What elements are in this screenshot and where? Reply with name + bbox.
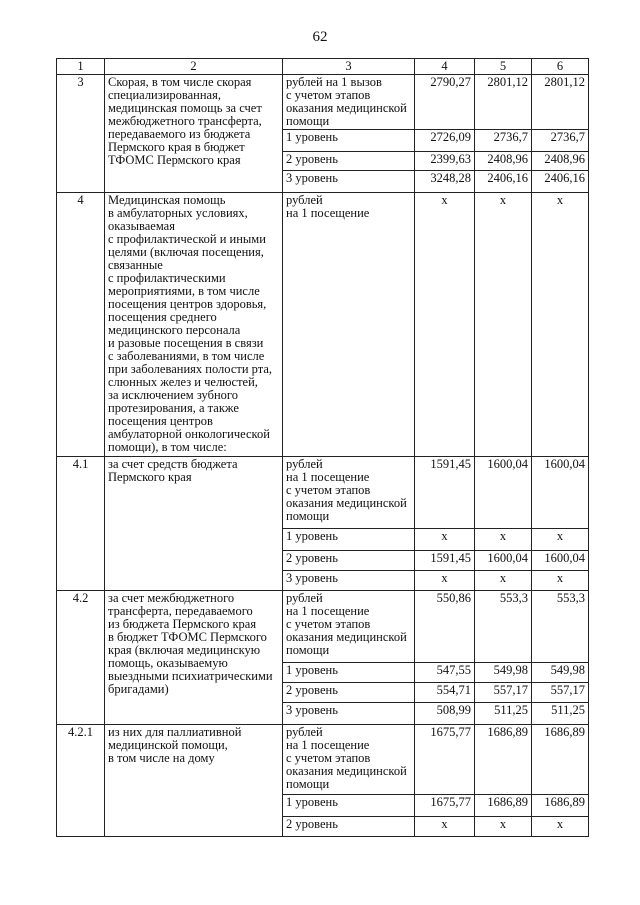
value-year-1: 550,86: [415, 591, 475, 663]
value-year-3: 557,17: [532, 683, 589, 703]
value-year-1: x: [415, 529, 475, 551]
row-unit: 1 уровень: [283, 663, 415, 683]
value-year-2: x: [475, 817, 532, 837]
row-unit: 3 уровень: [283, 703, 415, 725]
value-year-3: x: [532, 193, 589, 457]
row-number: 3: [57, 75, 105, 193]
value-year-1: 508,99: [415, 703, 475, 725]
value-year-2: x: [475, 571, 532, 591]
row-description: Скорая, в том числе скорая специализированная, медицинская помощь за счет межбюджетного трансферта, передаваемого из бюджета Пермского края в бюджет ТФОМС Пермского края: [105, 75, 283, 193]
row-unit: рублей на 1 посещение с учетом этапов оказания медицинской помощи: [283, 725, 415, 795]
value-year-2: 549,98: [475, 663, 532, 683]
value-year-2: x: [475, 193, 532, 457]
row-unit: рублей на 1 посещение: [283, 193, 415, 457]
row-description: за счет межбюджетного трансферта, передаваемого из бюджета Пермского края в бюджет ТФОМС Пермского края (включая медицинскую помощь, оказываемую выездными психиатрическими бригадами): [105, 591, 283, 725]
col-header: 1: [57, 59, 105, 75]
value-year-2: 2801,12: [475, 75, 532, 130]
column-number-row: [57, 59, 589, 75]
table-row: [57, 725, 589, 795]
row-number: 4: [57, 193, 105, 457]
value-year-3: 2408,96: [532, 152, 589, 171]
value-year-1: 3248,28: [415, 171, 475, 193]
value-year-1: 2726,09: [415, 130, 475, 152]
row-unit: 1 уровень: [283, 130, 415, 152]
page-number: 62: [312, 29, 328, 45]
value-year-1: 554,71: [415, 683, 475, 703]
value-year-2: 2736,7: [475, 130, 532, 152]
col-header: 6: [532, 59, 589, 75]
value-year-1: 2399,63: [415, 152, 475, 171]
value-year-2: 1600,04: [475, 457, 532, 529]
table-row: [57, 193, 589, 457]
value-year-1: x: [415, 571, 475, 591]
value-year-2: 2406,16: [475, 171, 532, 193]
value-year-3: 549,98: [532, 663, 589, 683]
row-number: 4.2.1: [57, 725, 105, 837]
row-unit: 2 уровень: [283, 551, 415, 571]
value-year-3: 1600,04: [532, 551, 589, 571]
value-year-3: 511,25: [532, 703, 589, 725]
value-year-2: 557,17: [475, 683, 532, 703]
row-unit: 1 уровень: [283, 529, 415, 551]
row-unit: рублей на 1 посещение с учетом этапов оказания медицинской помощи: [283, 457, 415, 529]
value-year-1: 1675,77: [415, 795, 475, 817]
value-year-3: x: [532, 817, 589, 837]
value-year-3: x: [532, 529, 589, 551]
value-year-3: 2736,7: [532, 130, 589, 152]
value-year-2: 1686,89: [475, 725, 532, 795]
col-header: 2: [105, 59, 283, 75]
value-year-3: 1686,89: [532, 725, 589, 795]
value-year-2: 1686,89: [475, 795, 532, 817]
row-description: из них для паллиативной медицинской помощи, в том числе на дому: [105, 725, 283, 837]
value-year-2: x: [475, 529, 532, 551]
value-year-1: 1591,45: [415, 457, 475, 529]
table-row: [57, 591, 589, 663]
row-unit: 3 уровень: [283, 571, 415, 591]
value-year-3: 2801,12: [532, 75, 589, 130]
value-year-1: 1675,77: [415, 725, 475, 795]
row-number: 4.2: [57, 591, 105, 725]
value-year-3: 1600,04: [532, 457, 589, 529]
row-unit: 2 уровень: [283, 152, 415, 171]
value-year-2: 553,3: [475, 591, 532, 663]
row-unit: 2 уровень: [283, 683, 415, 703]
value-year-2: 511,25: [475, 703, 532, 725]
value-year-3: x: [532, 571, 589, 591]
row-unit: рублей на 1 посещение с учетом этапов оказания медицинской помощи: [283, 591, 415, 663]
table-row: [57, 75, 589, 130]
value-year-1: 1591,45: [415, 551, 475, 571]
value-year-2: 1600,04: [475, 551, 532, 571]
value-year-3: 1686,89: [532, 795, 589, 817]
col-header: 5: [475, 59, 532, 75]
value-year-1: 547,55: [415, 663, 475, 683]
row-unit: рублей на 1 вызов с учетом этапов оказания медицинской помощи: [283, 75, 415, 130]
value-year-1: x: [415, 817, 475, 837]
tariff-table: [56, 58, 589, 837]
row-description: Медицинская помощь в амбулаторных условиях, оказываемая с профилактической и иными целями (включая посещения, связанные с профилактическими мероприятиями, в том числе посещения центров здоровья, посещения среднего медицинского персонала и разовые посещения в связи с заболеваниями, в том числе при заболеваниях полости рта, слюнных желез и челюстей, за исключением зубного протезирования, а также посещения центров амбулаторной онкологической помощи), в том числе:: [105, 193, 283, 457]
row-unit: 2 уровень: [283, 817, 415, 837]
table-body: [57, 59, 589, 837]
row-unit: 1 уровень: [283, 795, 415, 817]
table-row: [57, 457, 589, 529]
row-description: за счет средств бюджета Пермского края: [105, 457, 283, 591]
row-number: 4.1: [57, 457, 105, 591]
value-year-3: 553,3: [532, 591, 589, 663]
value-year-2: 2408,96: [475, 152, 532, 171]
value-year-1: 2790,27: [415, 75, 475, 130]
col-header: 3: [283, 59, 415, 75]
row-unit: 3 уровень: [283, 171, 415, 193]
col-header: 4: [415, 59, 475, 75]
value-year-1: x: [415, 193, 475, 457]
value-year-3: 2406,16: [532, 171, 589, 193]
